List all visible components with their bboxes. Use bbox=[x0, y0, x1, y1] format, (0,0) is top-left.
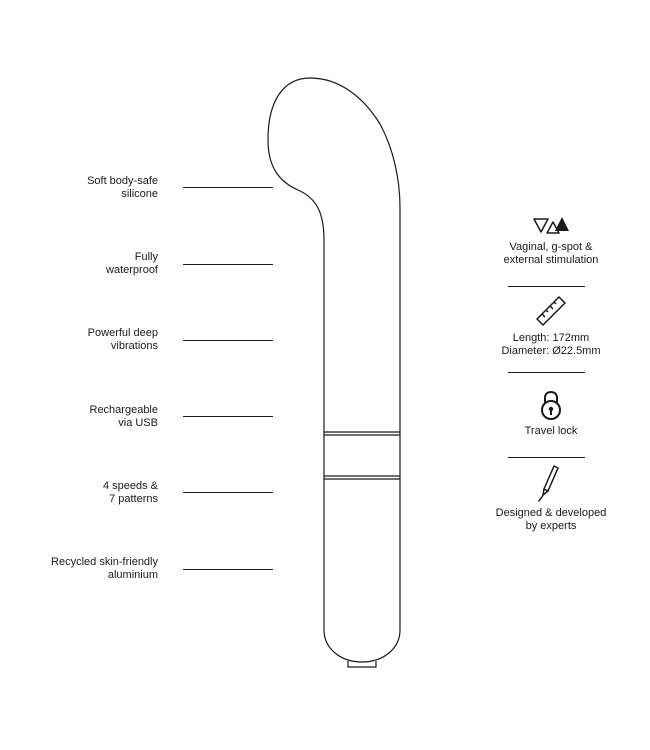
vibrator-outline bbox=[268, 78, 400, 662]
feature-label-waterproof: Fully waterproof bbox=[106, 251, 158, 276]
feature-leader-line bbox=[183, 340, 273, 341]
feature-label-rechargeable: Rechargeable via USB bbox=[89, 404, 158, 429]
feature-leader-line bbox=[183, 264, 273, 265]
spec-design bbox=[466, 463, 636, 533]
spec-divider bbox=[508, 457, 585, 458]
triangles-icon bbox=[531, 213, 571, 237]
feature-label-vibrations: Powerful deep vibrations bbox=[87, 327, 158, 352]
spec-travel-lock bbox=[466, 389, 636, 438]
spec-divider bbox=[508, 372, 585, 373]
spec-divider bbox=[508, 286, 585, 287]
pen-icon bbox=[538, 463, 564, 503]
spec-text-dimensions: Length: 172mm Diameter: Ø22.5mm bbox=[501, 332, 601, 357]
padlock-icon bbox=[538, 389, 564, 421]
feature-label-aluminium: Recycled skin-friendly aluminium bbox=[51, 556, 158, 581]
feature-leader-line bbox=[183, 569, 273, 570]
feature-leader-line bbox=[183, 492, 273, 493]
ruler-icon bbox=[533, 294, 569, 328]
feature-label-speeds: 4 speeds & 7 patterns bbox=[102, 480, 158, 505]
spec-text-stimulation: Vaginal, g-spot & external stimulation bbox=[503, 241, 599, 266]
feature-label-silicone: Soft body-safe silicone bbox=[87, 175, 158, 200]
spec-text-travel-lock: Travel lock bbox=[524, 425, 578, 437]
spec-text-design: Designed & developed by experts bbox=[495, 507, 607, 532]
spec-stimulation bbox=[466, 213, 636, 267]
feature-leader-line bbox=[183, 416, 273, 417]
feature-leader-line bbox=[183, 187, 273, 188]
spec-dimensions bbox=[466, 294, 636, 358]
